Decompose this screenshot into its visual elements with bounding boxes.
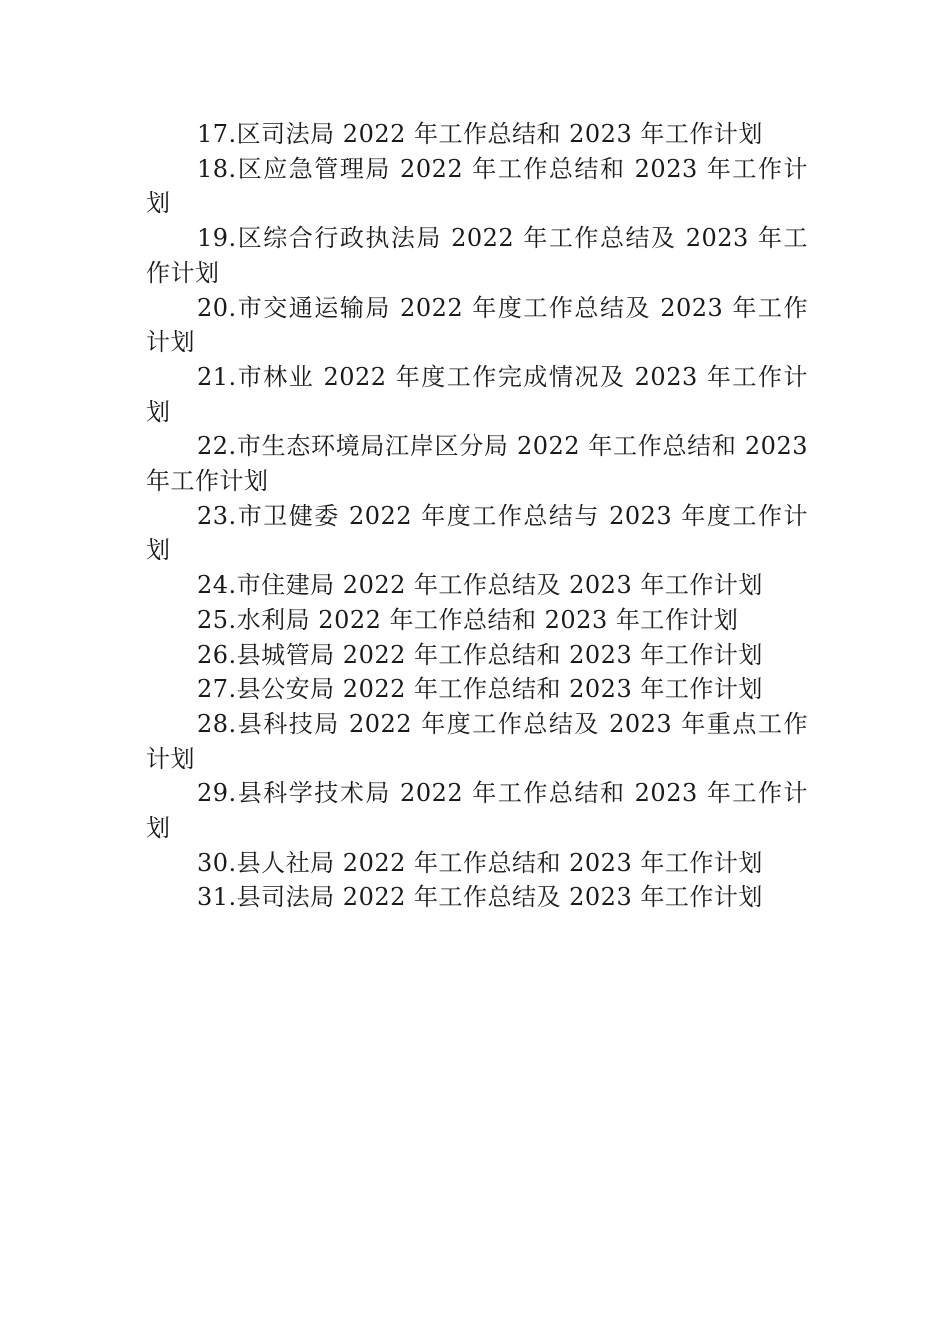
plan-list [146, 117, 808, 915]
list-item: 20.市交通运输局 2022 年度工作总结及 2023 年工作计划 [146, 293, 808, 357]
list-item: 22.市生态环境局江岸区分局 2022 年工作总结和 2023 年工作计划 [146, 432, 808, 496]
list-item: 17.区司法局 2022 年工作总结和 2023 年工作计划 [197, 120, 763, 148]
list-item: 21.市林业 2022 年度工作完成情况及 2023 年工作计划 [146, 362, 808, 426]
list-item: 24.市住建局 2022 年工作总结及 2023 年工作计划 [197, 571, 763, 600]
list-item: 23.市卫健委 2022 年度工作总结与 2023 年度工作计划 [146, 501, 808, 565]
list-item: 19.区综合行政执法局 2022 年工作总结及 2023 年工作计划 [146, 224, 808, 287]
list-item: 30.县人社局 2022 年工作总结和 2023 年工作计划 [197, 848, 763, 877]
list-item: 27.县公安局 2022 年工作总结和 2023 年工作计划 [197, 675, 763, 704]
list-item: 31.县司法局 2022 年工作总结及 2023 年工作计划 [197, 883, 763, 912]
list-item: 28.县科技局 2022 年度工作总结及 2023 年重点工作计划 [146, 709, 808, 773]
list-item: 29.县科学技术局 2022 年工作总结和 2023 年工作计划 [146, 779, 808, 843]
list-item: 25.水利局 2022 年工作总结和 2023 年工作计划 [197, 605, 739, 634]
list-item: 26.县城管局 2022 年工作总结和 2023 年工作计划 [197, 640, 763, 669]
list-item: 18.区应急管理局 2022 年工作总结和 2023 年工作计划 [146, 154, 808, 218]
